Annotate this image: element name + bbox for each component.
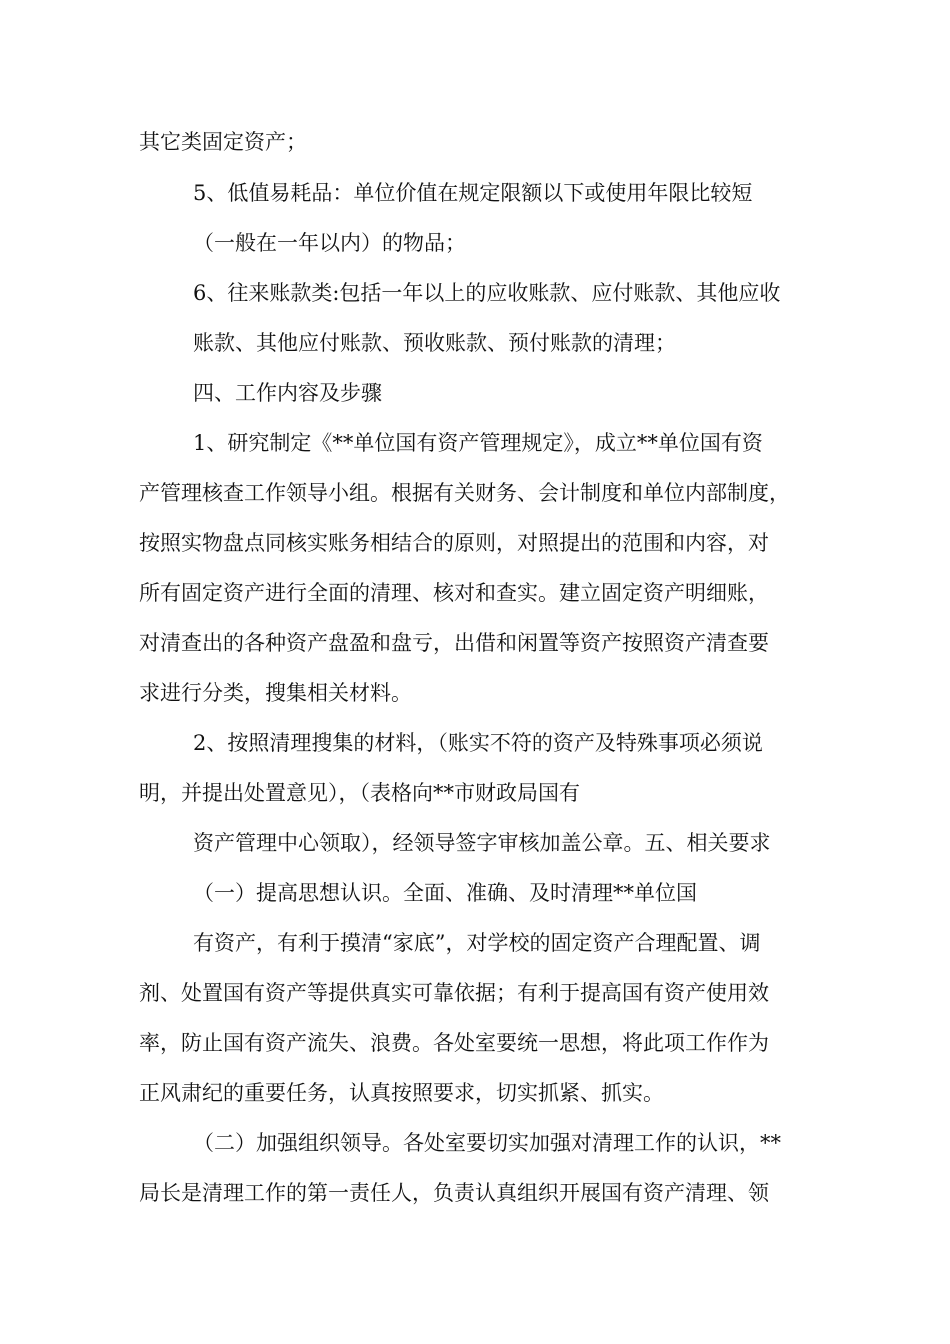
text-line: 其它类固定资产；: [139, 130, 307, 154]
text-line: 对清查出的各种资产盘盈和盘亏，出借和闲置等资产按照资产清查要: [139, 631, 769, 655]
text-line: 1、研究制定《**单位国有资产管理规定》，成立**单位国有资: [193, 431, 763, 455]
text-line: 明，并提出处置意见），（表格向**市财政局国有: [139, 781, 580, 805]
text-line: 按照实物盘点同核实账务相结合的原则，对照提出的范围和内容，对: [139, 531, 769, 555]
text-line: 剂、处置国有资产等提供真实可靠依据；有利于提高国有资产使用效: [139, 981, 769, 1005]
text-line: 5、低值易耗品：单位价值在规定限额以下或使用年限比较短: [193, 181, 753, 205]
text-line: 产管理核查工作领导小组。根据有关财务、会计制度和单位内部制度，: [139, 481, 790, 505]
text-line: 所有固定资产进行全面的清理、核对和查实。建立固定资产明细账，: [139, 581, 769, 605]
text-line: 6、往来账款类:包括一年以上的应收账款、应付账款、其他应收: [193, 281, 781, 305]
text-line: （二）加强组织领导。各处室要切实加强对清理工作的认识，**: [193, 1131, 781, 1155]
text-line: 有资产，有利于摸清“家底”，对学校的固定资产合理配置、调: [193, 931, 761, 955]
text-line: 正风肃纪的重要任务，认真按照要求，切实抓紧、抓实。: [139, 1081, 664, 1105]
text-line: 局长是清理工作的第一责任人，负责认真组织开展国有资产清理、领: [139, 1181, 769, 1205]
text-line: 率，防止国有资产流失、浪费。各处室要统一思想，将此项工作作为: [139, 1031, 769, 1055]
text-line: 2、按照清理搜集的材料，（账实不符的资产及特殊事项必须说: [193, 731, 763, 755]
text-line: （一般在一年以内）的物品；: [193, 231, 466, 255]
section-heading: 四、工作内容及步骤: [193, 381, 382, 405]
text-line: 资产管理中心领取），经领导签字审核加盖公章。五、相关要求: [193, 831, 771, 855]
text-line: （一）提高思想认识。全面、准确、及时清理**单位国: [193, 881, 697, 905]
text-line: 求进行分类，搜集相关材料。: [139, 681, 412, 705]
text-line: 账款、其他应付账款、预收账款、预付账款的清理；: [193, 331, 676, 355]
